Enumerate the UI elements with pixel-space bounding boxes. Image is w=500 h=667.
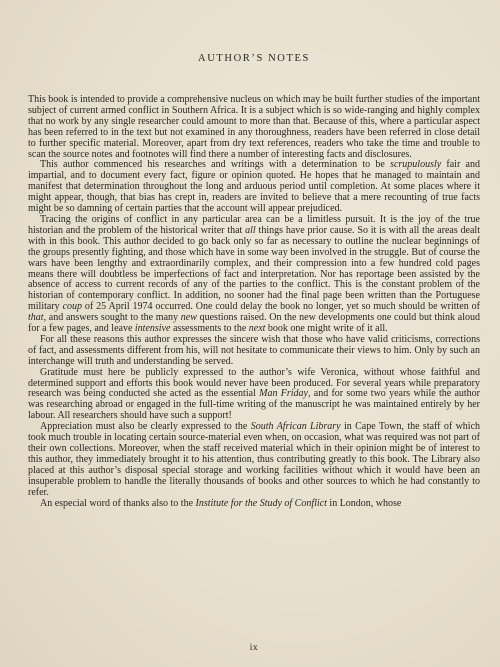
text-run: things have prior cause. So it is with all the areas dealt with in this book. This author decided to go back only so far as necessary to outline the nuclear beginnings of the groups presently fighting, and those which have in some way been involved in the struggle. But of course the wars have been lengthy and extraordinarily complex, and their compression into a few hundred cold pages means there will doubtless be imperfections of fact and interpretation. Nor has reportage been assisted by the absence of access to current records of any of the parties to the conflict. This is the constant problem of the historian of contemporary conflict. In addition, no sooner had the final page been written than the Portuguese military — [28, 224, 480, 313]
text-run: This author commenced his researches and writings with a determination to be — [40, 159, 391, 171]
paragraph — [28, 95, 480, 160]
text-run: , and answers sought to the many — [43, 312, 181, 324]
book-page — [28, 0, 480, 667]
paragraph — [28, 160, 480, 215]
text-run: book one might write of it all. — [265, 323, 388, 335]
italic-text: new — [180, 312, 197, 324]
italic-text: all — [245, 224, 256, 236]
text-run: An especial word of thanks also to the — [40, 497, 196, 509]
text-run: For all these reasons this author expresses the sincere wish that those who have valid criticisms, corrections of fact, and assessments different from his, will not hesitate to communicate their views to him. Only by such an interchange will truth and understanding be served. — [28, 333, 480, 367]
text-run: , and for some two years while the author was researching abroad or engaged in the full-time writing of the manuscript he was maintained entirely by her labour. All researchers should have such a support! — [28, 388, 481, 422]
text-run: This book is intended to provide a comprehensive nucleus on which may be built further studies of the important subject of current armed conflict in Southern Africa. It is a subject which is so wide-ranging and highly complex that no work by any single researcher could amount to more than that. Because of this, where a particular aspect has been referred to in the text but not examined in any thoroughness, readers have been referred in close detail to further specific material. Moreover, apart from dry text references, readers who take the time and trouble to scan the source notes and footnotes will find there a number of interesting facts and disclosures. — [28, 94, 480, 160]
paragraph — [28, 499, 480, 510]
italic-text: Man Friday — [259, 388, 308, 400]
page-number: ix — [249, 643, 259, 653]
italic-text: South African Library — [250, 421, 341, 433]
italic-text: coup — [62, 301, 83, 313]
italic-text: intensive — [134, 323, 171, 335]
text-run: Tracing the origins of conflict in any particular area can be a limitless pursuit. It is the joy of the true historian and the problem of the historical writer that — [28, 213, 480, 236]
italic-text: next — [248, 323, 266, 335]
paragraph — [28, 368, 480, 423]
paragraph — [28, 422, 480, 498]
text-run: questions raised. On the new developments one could but think aloud for a few pages, and leave — [28, 312, 480, 335]
text-run: fair and impartial, and to document every fact, figure or opinion quoted. He hopes that he managed to maintain and manifest that determination throughout the long and arduous period until completion. At some places where it might appear, though, that bias has crept in, readers are invited to believe that a mere recounting of true facts might be so damning of certain parties that the account will appear prejudiced. — [28, 159, 480, 215]
text-run: in Cape Town, the staff of which took much trouble in locating certain source-material even when, on occasion, what was required was not part of their own collections. Moreover, when the staff received material which in their opinion might be of interest to this author, they immediately brought it to his attention, thus contributing greatly to this book. The Library also placed at this author’s disposal special storage and working facilities without which it would have been an insuperable problem to handle the literally thousands of books and other sources to which he had constantly to refer. — [28, 421, 481, 498]
page-title: AUTHOR’S NOTES — [198, 53, 310, 64]
italic-text: Institute for the Study of Conflict — [195, 497, 327, 509]
paragraph — [28, 215, 480, 335]
text-run: in London, whose — [326, 497, 402, 509]
body-text — [28, 95, 480, 509]
text-run: Appreciation must also be clearly expressed to the — [40, 421, 251, 433]
paragraph — [28, 335, 480, 368]
italic-text: that — [28, 312, 44, 324]
italic-text: scrupulously — [390, 159, 442, 171]
text-run: assessments to the — [170, 323, 249, 335]
text-run: of 25 April 1974 occurred. One could delay the book no longer, yet so much should be written of — [82, 301, 480, 313]
text-run: Gratitude must here be publicly expressed to the author’s wife Veronica, without whose faithful and determined support and efforts this book would never have been produced. For several years while preparatory research was being conducted she acted as the essential — [28, 366, 480, 400]
